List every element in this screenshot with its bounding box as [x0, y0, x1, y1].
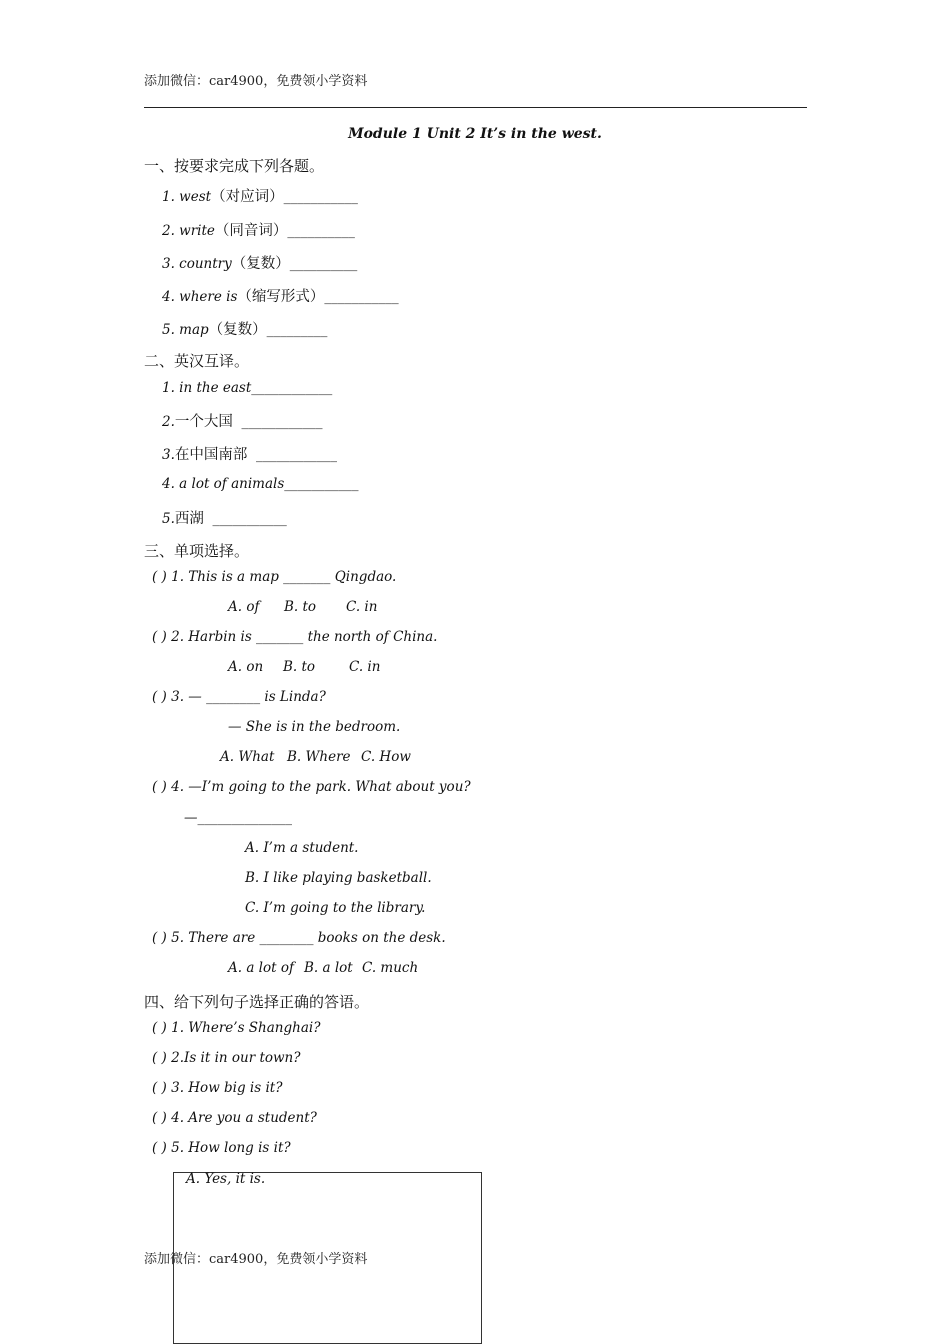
option-a: A. I’m a student. — [245, 840, 359, 856]
option-c: C. much — [362, 960, 419, 976]
header-note: 添加微信：car4900，免费领小学资料 — [144, 74, 368, 89]
list-item: 4. where is（缩写形式）___________ — [162, 289, 399, 305]
option-c: C. in — [349, 659, 381, 675]
option-c: C. I’m going to the library. — [245, 900, 426, 916]
option-a: A. on — [228, 659, 264, 675]
page-title: Module 1 Unit 2 It’s in the west. — [348, 126, 602, 142]
option-a: A. What — [220, 749, 275, 765]
option-a: A. a lot of — [228, 960, 294, 976]
list-item: 1. west（对应词）___________ — [162, 189, 358, 205]
option-c: C. in — [346, 599, 378, 615]
list-item: 2. write（同音词）__________ — [162, 223, 355, 239]
list-item: 5.西湖 ___________ — [162, 511, 287, 527]
question-stem: ( ) 2.Is it in our town? — [152, 1050, 301, 1066]
question-stem: ( ) 4. Are you a student? — [152, 1110, 317, 1126]
section3-heading: 三、单项选择。 — [144, 542, 250, 560]
answer-option-a: A. Yes, it is. — [186, 1171, 266, 1187]
question-stem: ( ) 5. How long is it? — [152, 1140, 291, 1156]
list-item: 3. country（复数）__________ — [162, 256, 358, 272]
option-b: B. Where — [287, 749, 351, 765]
question-stem: ( ) 4. —I’m going to the park. What about you? — [152, 779, 471, 795]
question-stem: ( ) 3. How big is it? — [152, 1080, 283, 1096]
list-item: 5. map（复数）_________ — [162, 322, 328, 338]
option-b: B. I like playing basketball. — [245, 870, 432, 886]
question-reply: — She is in the bedroom. — [228, 719, 401, 735]
option-a: A. of — [228, 599, 260, 615]
question-stem: ( ) 5. There are ________ books on the desk. — [152, 930, 446, 946]
list-item: 3.在中国南部 ____________ — [162, 447, 337, 463]
option-c: C. How — [361, 749, 411, 765]
list-item: 1. in the east____________ — [162, 380, 333, 396]
question-stem: ( ) 1. Where’s Shanghai? — [152, 1020, 321, 1036]
option-b: B. a lot — [304, 960, 353, 976]
list-item: 2.一个大国 ____________ — [162, 414, 323, 430]
section2-heading: 二、英汉互译。 — [144, 352, 250, 370]
option-b: B. to — [284, 599, 317, 615]
question-stem: ( ) 2. Harbin is _______ the north of China. — [152, 629, 438, 645]
footer-note: 添加微信：car4900，免费领小学资料 — [144, 1252, 368, 1267]
option-b: B. to — [283, 659, 316, 675]
list-item: 4. a lot of animals___________ — [162, 476, 359, 492]
section4-heading: 四、给下列句子选择正确的答语。 — [144, 993, 370, 1011]
header-divider — [144, 107, 807, 108]
question-stem: ( ) 3. — ________ is Linda? — [152, 689, 326, 705]
question-reply: —______________ — [184, 810, 292, 826]
question-stem: ( ) 1. This is a map _______ Qingdao. — [152, 569, 397, 585]
section1-heading: 一、按要求完成下列各题。 — [144, 157, 325, 175]
